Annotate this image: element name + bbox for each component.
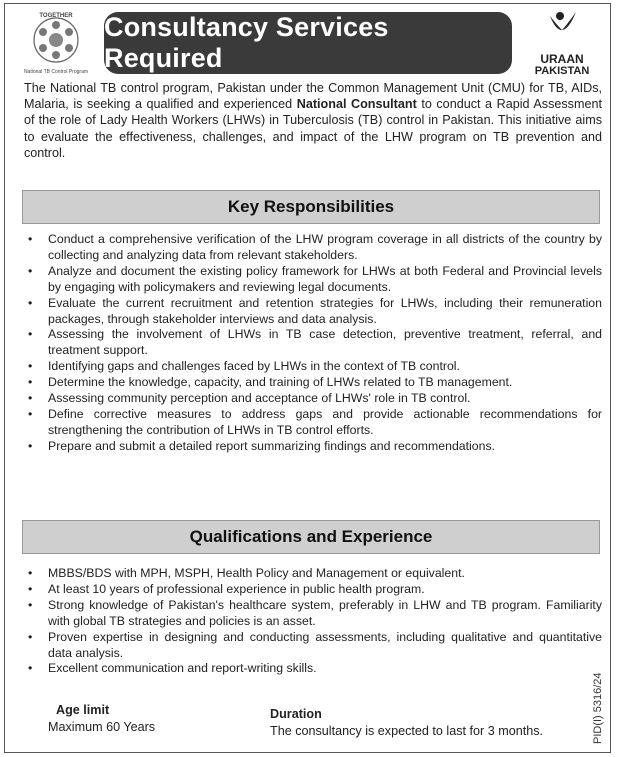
duration-block xyxy=(270,706,543,740)
age-limit-value: Maximum 60 Years xyxy=(48,720,156,734)
logo-line1: URAAN xyxy=(540,52,584,66)
qualifications-list xyxy=(24,566,602,677)
list-item: • Identifying gaps and challenges faced by LHWs in the context of TB control. xyxy=(24,359,602,375)
list-item: • Conduct a comprehensive verification of the LHW program coverage in all districts of the country by collecting and analyzing data from relevant stakeholders. xyxy=(24,232,602,264)
uraan-pakistan-logo xyxy=(520,8,604,82)
list-item: • Strong knowledge of Pakistan's healthcare system, preferably in LHW and TB program. Familiarity with global TB strategies and policies is an asset. xyxy=(24,598,602,630)
intro-highlight: National Consultant xyxy=(296,97,417,112)
logo-caption: National TB Control Program xyxy=(23,69,89,75)
duration-value: The consultancy is expected to last for 3 months. xyxy=(270,724,544,738)
pid-text: PID(I) 5316/24 xyxy=(592,672,604,744)
list-item: • Excellent communication and report-writing skills. xyxy=(24,661,602,677)
intro-text-1: The National TB control program, Pakistan under the Common Management Unit (CMU) for TB, AIDs, Malaria, is seeking a qualified and experienced xyxy=(24,81,602,112)
list-item: • MBBS/BDS with MPH, MSPH, Health Policy and Management or equivalent. xyxy=(24,566,602,582)
page-title: Consultancy Services Required xyxy=(104,12,512,74)
list-item: • Assessing the involvement of LHWs in TB case detection, preventive treatment, referral, and treatment support. xyxy=(24,327,602,359)
list-item: • Analyze and document the existing policy framework for LHWs at both Federal and Provincial levels by engaging with policymakers and reviewing legal documents. xyxy=(24,264,602,296)
logo-line2: PAKISTAN xyxy=(534,65,590,77)
list-item: • Assessing community perception and acceptance of LHWs' role in TB control. xyxy=(24,391,602,407)
age-limit-block xyxy=(48,702,155,736)
list-item: • Evaluate the current recruitment and retention strategies for LHWs, including their remuneration packages, through stakeholder interviews and data analysis. xyxy=(24,296,602,328)
list-item: • At least 10 years of professional experience in public health program. xyxy=(24,582,602,598)
age-limit-label: Age limit xyxy=(56,703,110,717)
logo-word: TOGETHER xyxy=(39,13,73,19)
intro-paragraph xyxy=(24,80,602,161)
responsibilities-heading: Key Responsibilities xyxy=(22,190,600,224)
pid-code xyxy=(592,644,606,744)
intro-text-2: to conduct a Rapid Assessment of the role of Lady Health Workers (LHWs) in Tuberculosis (TB) control in Pakistan. This initiative aims to evaluate the effectiveness, challenges, and impact of the LHW program on TB prevention and control. xyxy=(24,97,602,160)
responsibilities-list xyxy=(24,232,602,455)
list-item: • Determine the knowledge, capacity, and training of LHWs related to TB management. xyxy=(24,375,602,391)
list-item: • Proven expertise in designing and conducting assessments, including qualitative and quantitative data analysis. xyxy=(24,630,602,662)
list-item: • Define corrective measures to address gaps and provide actionable recommendations for strengthening the contribution of LHWs in TB control efforts. xyxy=(24,407,602,439)
qualifications-heading: Qualifications and Experience xyxy=(22,520,600,554)
duration-label: Duration xyxy=(270,707,322,721)
together-logo xyxy=(18,10,94,76)
list-item: • Prepare and submit a detailed report summarizing findings and recommendations. xyxy=(24,439,602,455)
